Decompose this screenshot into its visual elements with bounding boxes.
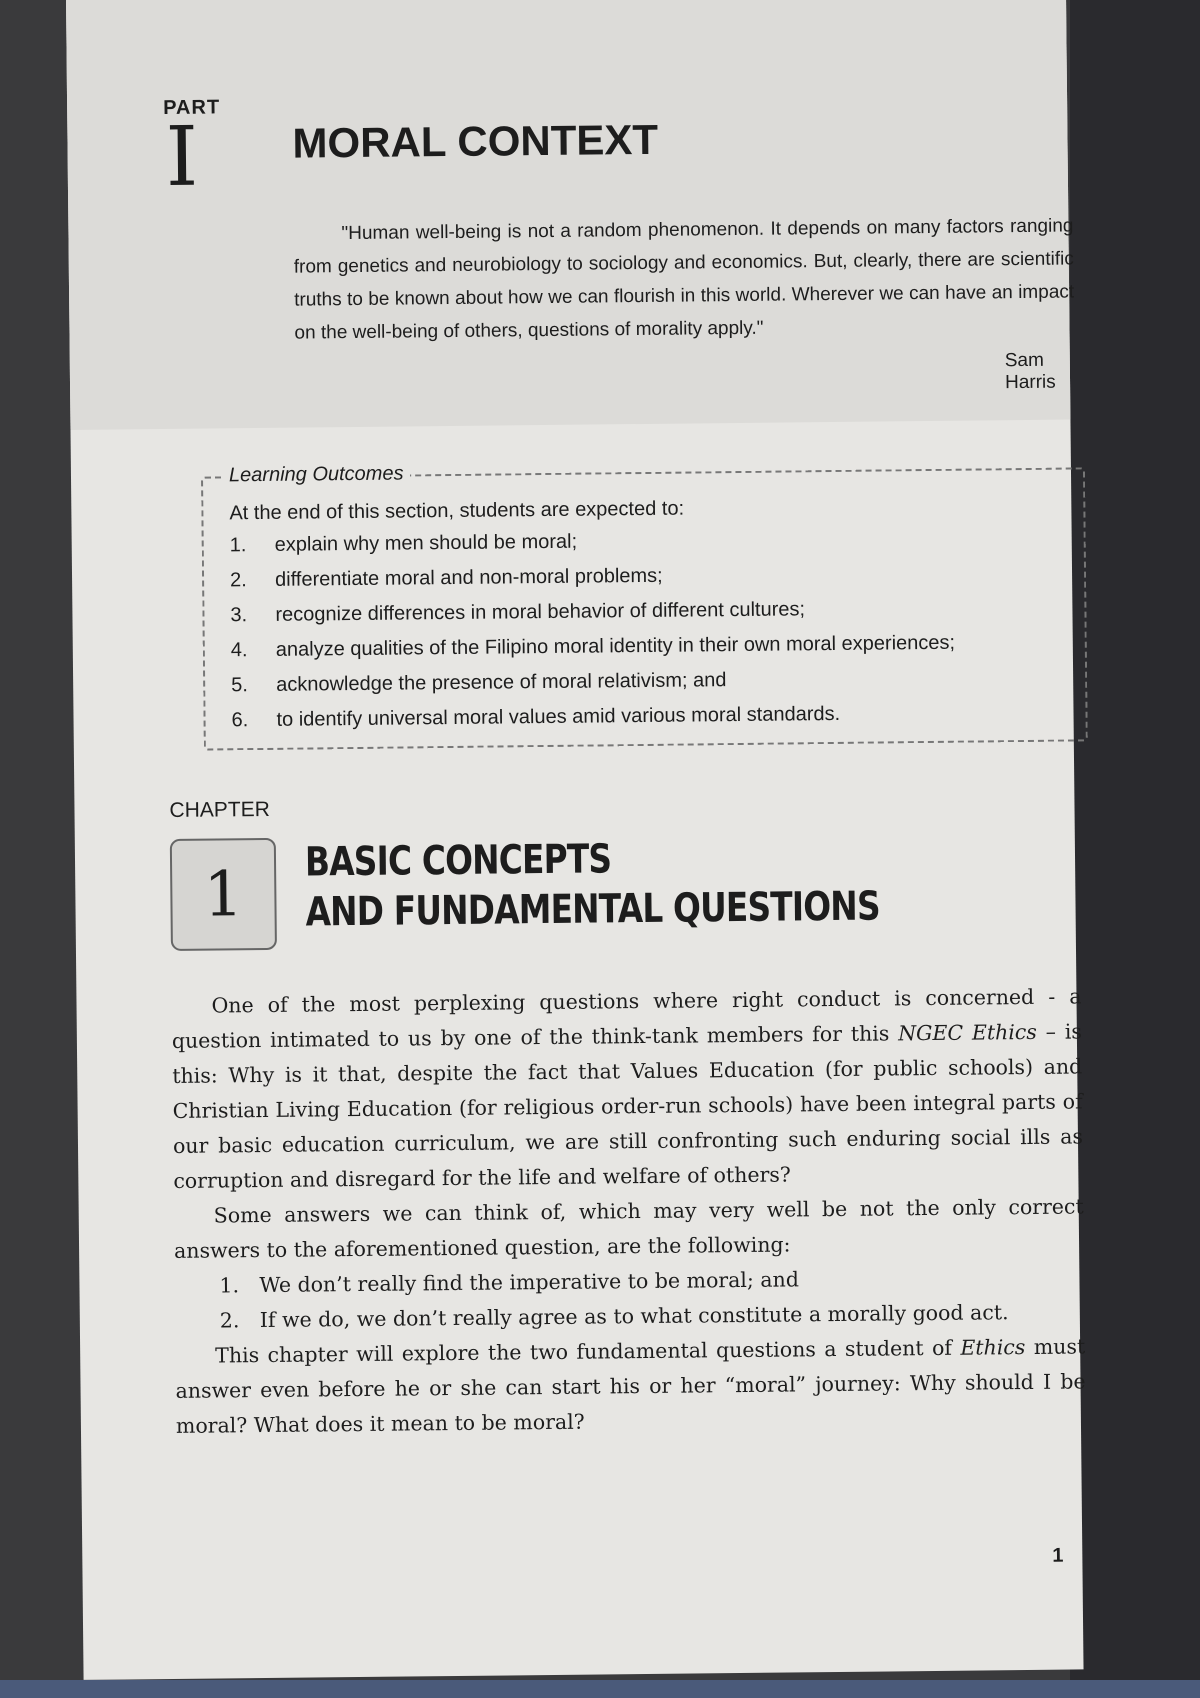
- page-number: 1: [1052, 1544, 1064, 1567]
- item-number: 2.: [219, 1308, 240, 1333]
- item-number: 6.: [231, 709, 249, 732]
- chapter-label: CHAPTER: [169, 797, 270, 822]
- chapter-body: [171, 979, 1086, 1444]
- learning-outcomes-box: [201, 462, 1088, 750]
- item-number: 3.: [230, 604, 248, 627]
- item-text: analyze qualities of the Filipino moral identity in their own moral experiences;: [275, 631, 956, 661]
- learning-outcomes-list: [230, 527, 956, 745]
- part-numeral: I: [165, 109, 199, 205]
- chapter-title-line1: BASIC CONCEPTS: [304, 836, 612, 886]
- epigraph-quote: "Human well-being is not a random phenomenon. It depends on many factors ranging from genetics and neurobiology to sociology and economics. But, clearly, there are scientific truths to be known about how we can flourish in this world. Wherever we can have an impact on the well-being of others, questions of morality apply.": [293, 215, 1075, 344]
- background-fabric: [0, 1680, 1200, 1698]
- answers-list: [174, 1259, 1085, 1339]
- list-item: [231, 702, 956, 745]
- item-text: If we do, we don’t really agree as to what constitute a morally good act.: [259, 1300, 1009, 1333]
- learning-outcomes-title: Learning Outcomes: [223, 462, 410, 487]
- text: – is this: Why is it that, despite the fact that Values Education (for public schools) and Christian Living Education (for religious order-run schools) have been integral parts of our basic education curriculum, we are still confronting such enduring social ills as corruption and disregard for the life and welfare of others?: [172, 1019, 1084, 1193]
- item-text: to identify universal moral values amid various moral standards.: [276, 702, 841, 731]
- part-title: MORAL CONTEXT: [292, 115, 659, 167]
- paragraph: Some answers we can think of, which may very well be not the only correct answers to the aforementioned question, are the following:: [173, 1194, 1084, 1263]
- item-number: 1.: [229, 534, 247, 557]
- learning-outcomes-intro: At the end of this section, students are expected to:: [229, 497, 685, 525]
- paragraph: [171, 979, 1083, 1199]
- item-text: explain why men should be moral;: [274, 530, 578, 556]
- item-text: differentiate moral and non-moral problems;: [274, 564, 663, 591]
- paragraph: [175, 1329, 1086, 1444]
- text: This chapter will explore the two fundamental questions a student of: [215, 1335, 961, 1368]
- item-number: 5.: [231, 674, 248, 697]
- chapter-number-badge: 1: [170, 838, 277, 951]
- chapter-title-line2: AND FUNDAMENTAL QUESTIONS: [305, 883, 880, 936]
- chapter-title: [305, 832, 880, 938]
- book-page: [66, 0, 1084, 1680]
- background-edge: [1070, 0, 1200, 1698]
- item-text: We don’t really find the imperative to be moral; and: [259, 1267, 800, 1298]
- item-text: acknowledge the presence of moral relativism; and: [276, 669, 727, 696]
- emphasis: NGEC Ethics: [897, 1019, 1038, 1046]
- item-number: 2.: [229, 569, 247, 592]
- item-text: recognize differences in moral behavior of different cultures;: [275, 598, 806, 626]
- item-number: 1.: [219, 1273, 240, 1298]
- item-number: 4.: [230, 639, 248, 662]
- quote-author: Sam Harris: [1004, 349, 1056, 394]
- emphasis: Ethics: [960, 1335, 1026, 1360]
- text: One of the most perplexing questions where right conduct is concerned - a question intimated to us by one of the think-tank members for this: [171, 984, 1082, 1053]
- text: must answer even before he or she can start his or her “moral” journey: Why should I be moral? What does it mean to be moral?: [175, 1334, 1086, 1438]
- part-label: PART: [163, 96, 221, 119]
